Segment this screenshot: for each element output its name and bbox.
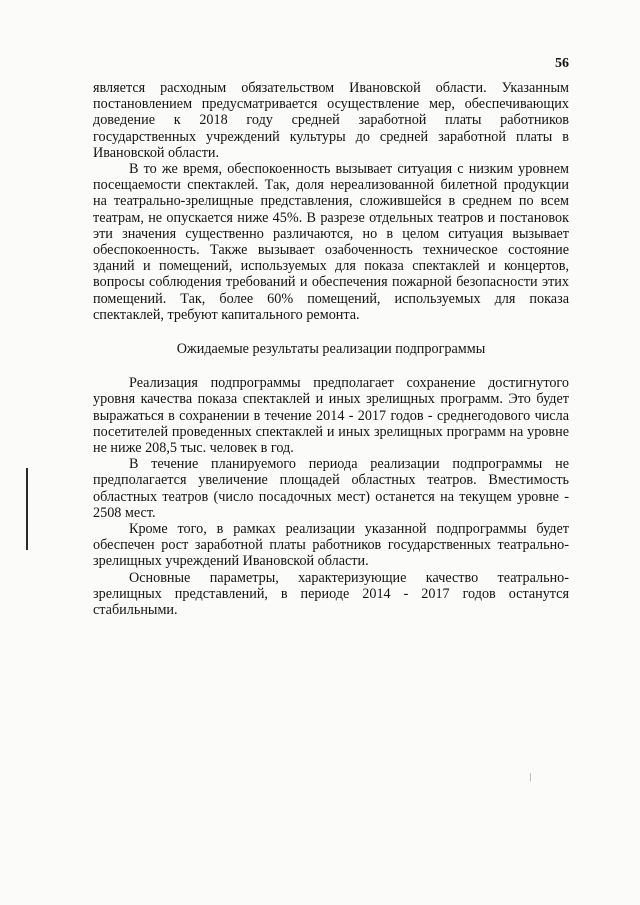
paragraph-quality-level: Реализация подпрограммы предполагает сохранение достигнутого уровня качества показа спектаклей и иных зрелищных программ. Это будет выражаться в сохранении в течение 2014 - 2017 годов - среднегодового числа посетителей проведенных спектаклей и иных зрелищных программ на уровне не ниже 208,5 тыс. человек в год. <box>93 375 569 457</box>
section-heading: Ожидаемые результаты реализации подпрограммы <box>176 341 486 358</box>
margin-line-mark <box>26 468 28 550</box>
scan-speck <box>530 773 531 781</box>
paragraph-theater-capacity: В течение планируемого периода реализации подпрограммы не предполагается увеличение площадей областных театров. Вместимость областных театров (число посадочных мест) останется на текущем уровне - 2508 мест. <box>93 456 569 521</box>
paragraph-continuation: является расходным обязательством Ивановской области. Указанным постановлением предусматривается осуществление мер, обеспечивающих доведение к 2018 году средней заработной платы работников государственных учреждений культуры до средней заработной платы в Ивановской области. <box>93 80 569 161</box>
paragraph-salary-growth: Кроме того, в рамках реализации указанной подпрограммы будет обеспечен рост заработной платы работников государственных театрально-зрелищных учреждений Ивановской области. <box>93 521 569 570</box>
paragraph-attendance: В то же время, обеспокоенность вызывает ситуация с низким уровнем посещаемости спектаклей. Так, доля нереализованной билетной продукции на театрально-зрелищные представления, сложившейся в среднем по всем театрам, не опускается ниже 45%. В разрезе отдельных театров и постановок эти значения существенно различаются, но в целом ситуация вызывает обеспокоенность. Также вызывает озабоченность техническое состояние зданий и помещений, используемых для показа спектаклей и концертов, вопросы соблюдения требований и обеспечения пожарной безопасности этих помещений. Так, более 60% помещений, используемых для показа спектаклей, требуют капитального ремонта. <box>93 161 569 323</box>
document-body <box>93 80 569 618</box>
paragraph-main-parameters: Основные параметры, характеризующие качество театрально-зрелищных представлений, в периоде 2014 - 2017 годов останутся стабильными. <box>93 569 569 619</box>
page-number: 56 <box>555 56 569 71</box>
